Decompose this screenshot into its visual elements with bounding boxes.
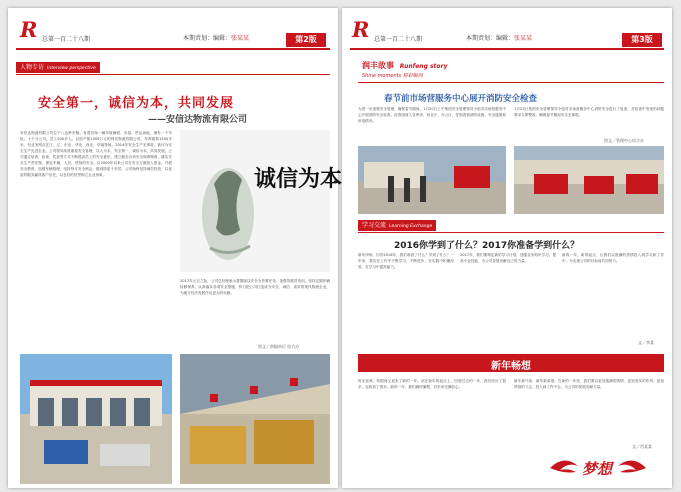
page-badge-right: 第3版 [622, 33, 662, 47]
inspection-photo-right-art [514, 146, 664, 214]
article-credit: 图文／供稿单位 综合办 [258, 344, 300, 349]
editor-name: 张某某 [231, 35, 250, 42]
signature-graphic [538, 450, 658, 484]
right-page [342, 8, 672, 488]
section-rule [16, 74, 330, 75]
section-tag-learning-label: 学习交流 [362, 222, 387, 229]
article3-col2: 新年新气象，新年新希望。在新的一年里，我们要以更加饱满的热情、更加务实的作风、更加昂扬的斗志，投入到工作中去，为公司的发展贡献力量。 [514, 379, 664, 389]
article1-col2: 1月23日集团安全管理领导小组对市场营服务中心消防安全进行了复查，对检查中发现的问题要求立即整改，确保春节期间安全无事故。 [514, 107, 664, 117]
calligraphy-art [180, 130, 343, 272]
page-header [8, 8, 338, 48]
editor-label-right: 本期责划：编辑： [466, 35, 515, 42]
signature-text: 梦想 [582, 460, 613, 478]
headline-new-year: 新年畅想 [491, 361, 531, 372]
section-tag-en: Interview perspective [47, 66, 96, 71]
article3-credit: 文／肖某某 [632, 444, 652, 449]
editor-name-right: 张某某 [514, 35, 533, 42]
section-rule-learning [358, 232, 664, 233]
header-rule [16, 48, 330, 50]
section-tag-learning [358, 220, 436, 231]
logo: R [20, 17, 38, 42]
article-body-col2: 2017年元旦之际，公司总经理表示将继续以安全为首要任务，加强驾驶员培训，坚持定期车辆检修保养，认真落实各项安全措施，努力把公司打造成为安全、诚信、高效的现代物流企业，为地方经济发展作出更大的贡献。 [180, 279, 330, 295]
editor-credit [183, 33, 249, 42]
issue-number-right: 总第一百二十八期 [374, 36, 423, 43]
article2-col1: 新年伊始，回首2016年，我们收获了什么？学到了什么？一年来，我们在工作中不断学习、不断进步，在实践中积累经验，在学习中提高能力。 [358, 253, 454, 269]
subheadline: ——安信达物流有限公司 [148, 115, 248, 125]
header-rule-right [350, 48, 664, 50]
signature-wings-icon [538, 450, 658, 484]
warehouse-photo-right-art [180, 354, 330, 484]
section-title-cn: 润丰故事 [362, 61, 394, 70]
inspection-photo-right [514, 146, 664, 214]
editor-credit-right [466, 33, 532, 42]
article1-col1: 为进一步加强安全管理，确保春节期间，1月20日上午集团安全管理领导小组对市场营服务中心开展消防安全检查，检查组深入各库房、营业厅、办公区，仔细查看消防设施、安全通道和用电情况。 [358, 107, 506, 123]
page-header-right [342, 8, 672, 48]
left-page [8, 8, 343, 488]
headline: 安全第一，诚信为本，共同发展 [38, 96, 235, 111]
inspection-photo-left [358, 146, 506, 214]
article-body-col1: 安信达物流有限公司位于八达岭东侧。有着初始一辆车数辆面、房屋、货运场地，拥有一个车队。十个分公司，员工200多人。目前产值1500万元的现代物流有限公司，车库面积1500平米，有业务网点在江、辽、东北、华北、西北、华南等地，2014年安全生产无事故，被评为安全生产先进企业。公司领导高度重视安全管理，以人为本，安全第一，诚信为本，共同发展。公司通过培训、检查、奖惩等方式不断提高员工的安全意识，建立健全各项安全规章制度，落实安全生产责任制，保证车辆、人员、货物的安全。自2009年以来公司在安全方面投入资金，开展安全教育，加强车辆管理，坚持每月安全例会，做到防患于未然。公司始终坚持诚信经营，以优质的服务赢得客户信任，以良好的信誉树立企业形象。 [20, 131, 172, 177]
new-year-banner [358, 354, 664, 372]
article1-credit: 图文／管理中心综合办 [604, 138, 644, 143]
logo-right: R [352, 17, 370, 42]
section-rule-right [358, 82, 664, 83]
page-badge: 第2版 [286, 33, 326, 47]
article3-col1: 时光荏苒，转眼间又迎来了新的一年。站在新年的起点上，回望过去的一年，我们经历了很多，也收获了很多。新的一年，我们满怀憧憬，对未来充满信心。 [358, 379, 506, 389]
article2-col3: 新的一年，新的起点，让我们以饱满的热情投入到学习和工作中，为实现公司的目标而共同努力。 [562, 253, 664, 263]
article2-col2: 2017年，我们要制定新的学习计划，加强业务知识学习，提高专业技能，为公司发展贡献自己的力量。 [460, 253, 556, 263]
warehouse-photo-right [180, 354, 330, 484]
calligraphy-text: 诚信为本 [254, 166, 343, 192]
section-subtitle: Shine moments 精彩瞬间 [362, 73, 423, 79]
headline-learning: 2016你学到了什么？2017你准备学到什么？ [394, 241, 580, 251]
section-title [362, 60, 447, 71]
section-tag [16, 62, 100, 73]
article2-credit: 文／李某 [638, 340, 654, 345]
section-tag-learning-en: Learning Exchange [389, 224, 433, 229]
calligraphy-image [180, 130, 343, 272]
editor-label: 本期责划：编辑： [183, 35, 232, 42]
headline-fire-check: 春节前市场营服务中心展开消防安全检查 [384, 94, 538, 104]
issue-number: 总第一百二十八期 [42, 36, 91, 43]
warehouse-photo-left [20, 354, 172, 484]
section-title-en: Runfeng story [399, 63, 448, 70]
inspection-photo-left-art [358, 146, 506, 214]
warehouse-photo-left-art [20, 354, 172, 484]
section-tag-label: 人物专访 [20, 64, 45, 71]
